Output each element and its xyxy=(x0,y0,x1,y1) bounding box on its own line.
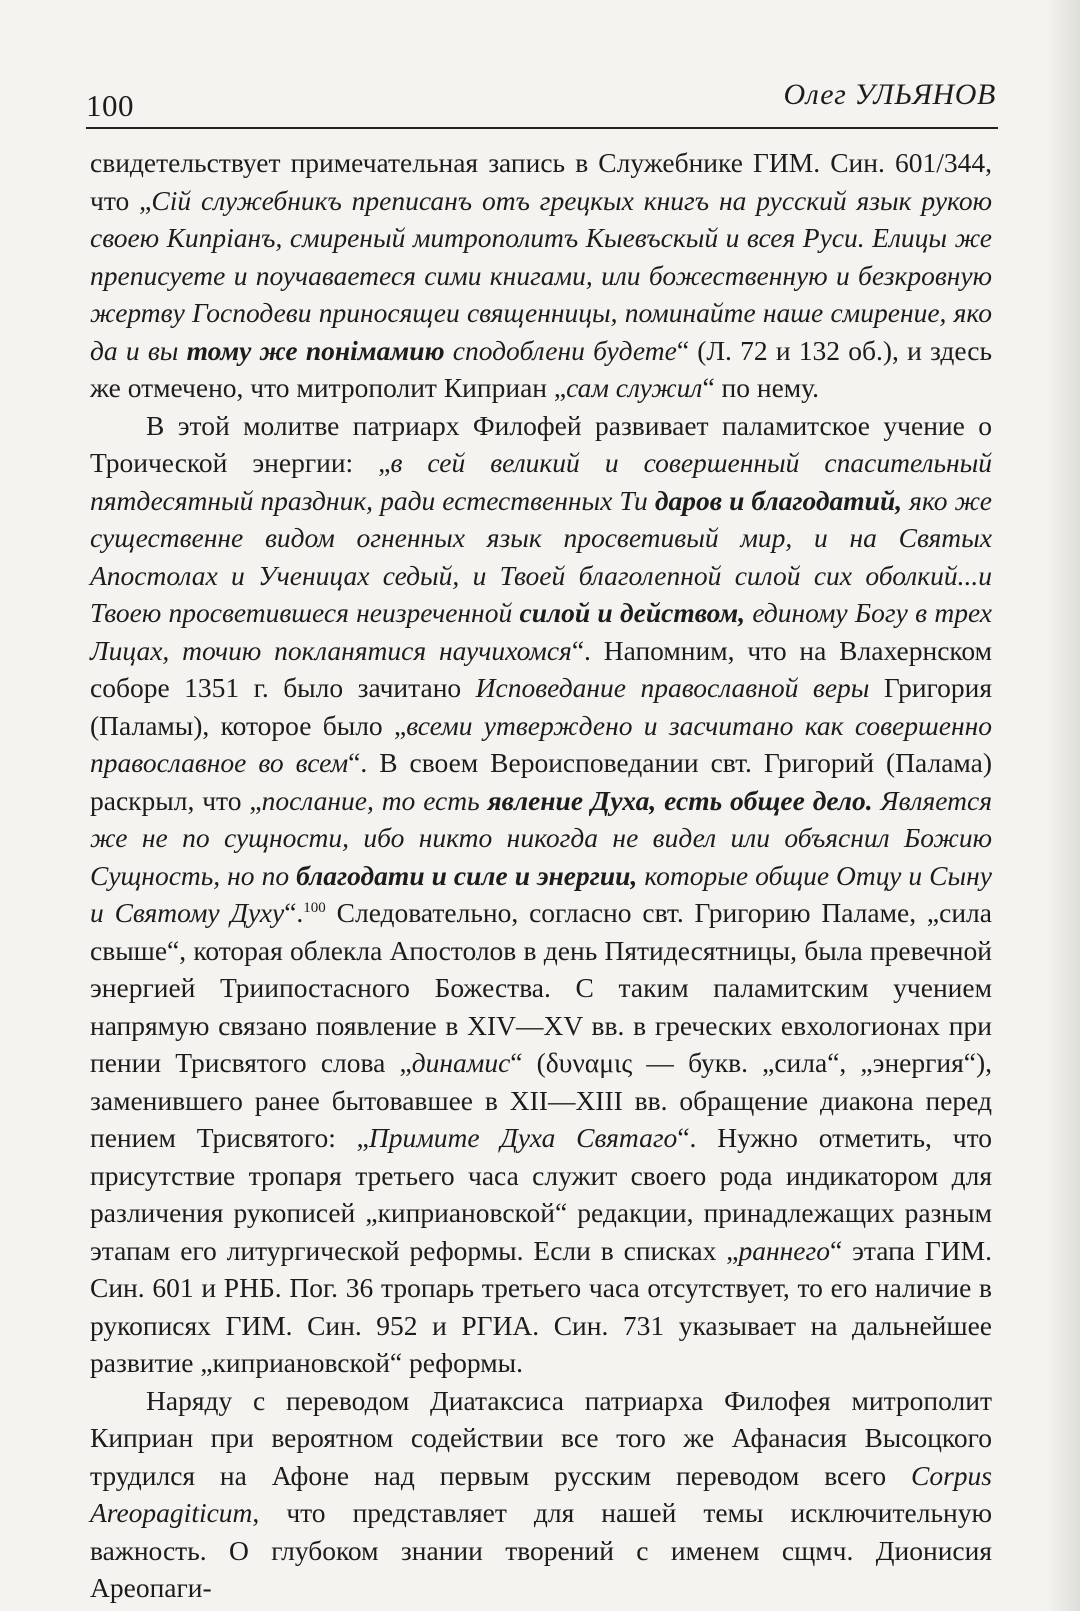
text-run-italic: Примите Духа Святаго xyxy=(368,1122,678,1153)
text-run-italic: яко же существенне видом огненных язык просветивый мир, и на Святых Апостолах и Ученицах седый, и Твоей благолепной силой сих оболкий...и Твоею просветившеся неизреченной xyxy=(90,484,992,628)
text-run: “ (Л. 72 и 132 об.), и здесь же отмечено, что митрополит Киприан „ xyxy=(90,334,993,403)
page-edge-shadow xyxy=(1046,0,1080,1611)
running-head xyxy=(86,78,996,128)
text-run-italic: Сій служебникъ преписанъ отъ грецкых книгъ на русский язык рукою своею Кипріанъ, смиреный митрополитъ Кыевъскый и всея Руси. Елицы же преписуете и поучаваетеся сими книгами, или божественную и безкровную жертву Господеви приносящеи священницы, поминайте наше смирение, яко да и вы xyxy=(90,184,992,366)
text-run-italic: сподоблени будете xyxy=(444,334,677,366)
text-run-italic: Является же не по сущности, ибо никто никогда не видел или объяснил Божию Сущность, но по xyxy=(90,784,992,891)
text-run-italic: раннего xyxy=(738,1234,830,1266)
paragraph xyxy=(90,144,992,407)
text-run: , что представляет для нашей темы исключительную важность. О глубоком знании творений с именем сщмч. Дионисия Ареопаги- xyxy=(90,1497,992,1603)
text-run: “ (δυναμις — букв. „сила“, „энергия“), заменившего ранее бытовавшее в XII—XIII вв. обращение диакона перед пением Трисвятого: „ xyxy=(90,1047,993,1153)
running-head-author: Олег УЛЬЯНОВ xyxy=(783,78,996,111)
text-run-italic: единому Богу в трех Лицах, точию покланятися научихомся xyxy=(90,597,992,666)
text-run-italic: Corpus Areopagiticum xyxy=(90,1459,992,1528)
body-text xyxy=(90,144,992,1607)
text-run-bold-italic: даров и благодатий, xyxy=(654,484,903,516)
text-run-bold-italic: тому же понімамию xyxy=(186,334,445,366)
paragraph xyxy=(90,407,992,1382)
footnote-reference[interactable]: 100 xyxy=(303,900,326,916)
paragraph xyxy=(90,1382,992,1607)
text-run-italic: всеми утверждено и засчитано как совершенно православное во всем xyxy=(90,709,992,778)
page-number: 100 xyxy=(86,88,134,123)
text-run: Следовательно, согласно свт. Григорию Паламе, „сила свыше“, которая облекла Апостолов в день Пятидесятницы, была превечной энергией Триипостасного Божества. С таким паламитским учением напрямую связано появление в XIV—XV вв. в греческих евхологионах при пении Трисвятого слова „ xyxy=(90,897,992,1078)
text-run-italic: в сей великий и совершенный спасительный пятдесятный праздник, ради естественных Ти xyxy=(90,447,992,516)
text-run-italic: Исповедание православной веры xyxy=(475,672,870,703)
text-run-italic: которые общие Отцу и Сыну и Святому Духу xyxy=(90,859,992,928)
text-run: Григория (Паламы), которое было „ xyxy=(90,672,992,741)
text-run-italic: динамис xyxy=(411,1047,511,1078)
text-run-bold-italic: благодати и силе и энергии, xyxy=(296,859,638,891)
text-run: “ по нему. xyxy=(702,372,820,403)
text-run: “. Напомним, что на Влахернском соборе 1351 г. было зачитано xyxy=(90,634,992,703)
text-run: В этой молитве патриарх Филофей развивает паламитское учение о Троической энергии: „ xyxy=(90,409,992,478)
text-run-bold-italic: явление Духа, есть общее дело. xyxy=(487,784,873,816)
text-run: Наряду с переводом Диатаксиса патриарха Филофея митрополит Киприан при вероятном содействии все того же Афанасия Высоцкого трудился на Афоне над первым русским переводом всего xyxy=(90,1384,992,1491)
text-run: свидетельствует примечательная запись в Служебнике ГИМ. Син. 601/344, что „ xyxy=(90,147,992,216)
text-run: “. Нужно отметить, что присутствие тропаря третьего часа служит своего рода индикатором для различения рукописей „киприановской“ редакции, принадлежащих разным этапам его литургической реформы. Если в списках „ xyxy=(90,1122,992,1266)
header-rule xyxy=(86,127,998,129)
text-run-italic: послание, то есть xyxy=(261,784,488,816)
text-run-bold-italic: силой и действом, xyxy=(519,597,746,628)
text-run: “. xyxy=(284,897,304,928)
text-run: “ этапа ГИМ. Син. 601 и РНБ. Пог. 36 тропарь третьего часа отсутствует, то его наличие в рукописях ГИМ. Син. 952 и РГИА. Син. 731 указывает на дальнейшее развитие „киприановской“ реформы. xyxy=(90,1234,992,1378)
text-run-italic: сам служил xyxy=(566,372,703,403)
text-run: “. В своем Вероисповедании свт. Григорий (Палама) раскрыл, что „ xyxy=(90,747,992,816)
